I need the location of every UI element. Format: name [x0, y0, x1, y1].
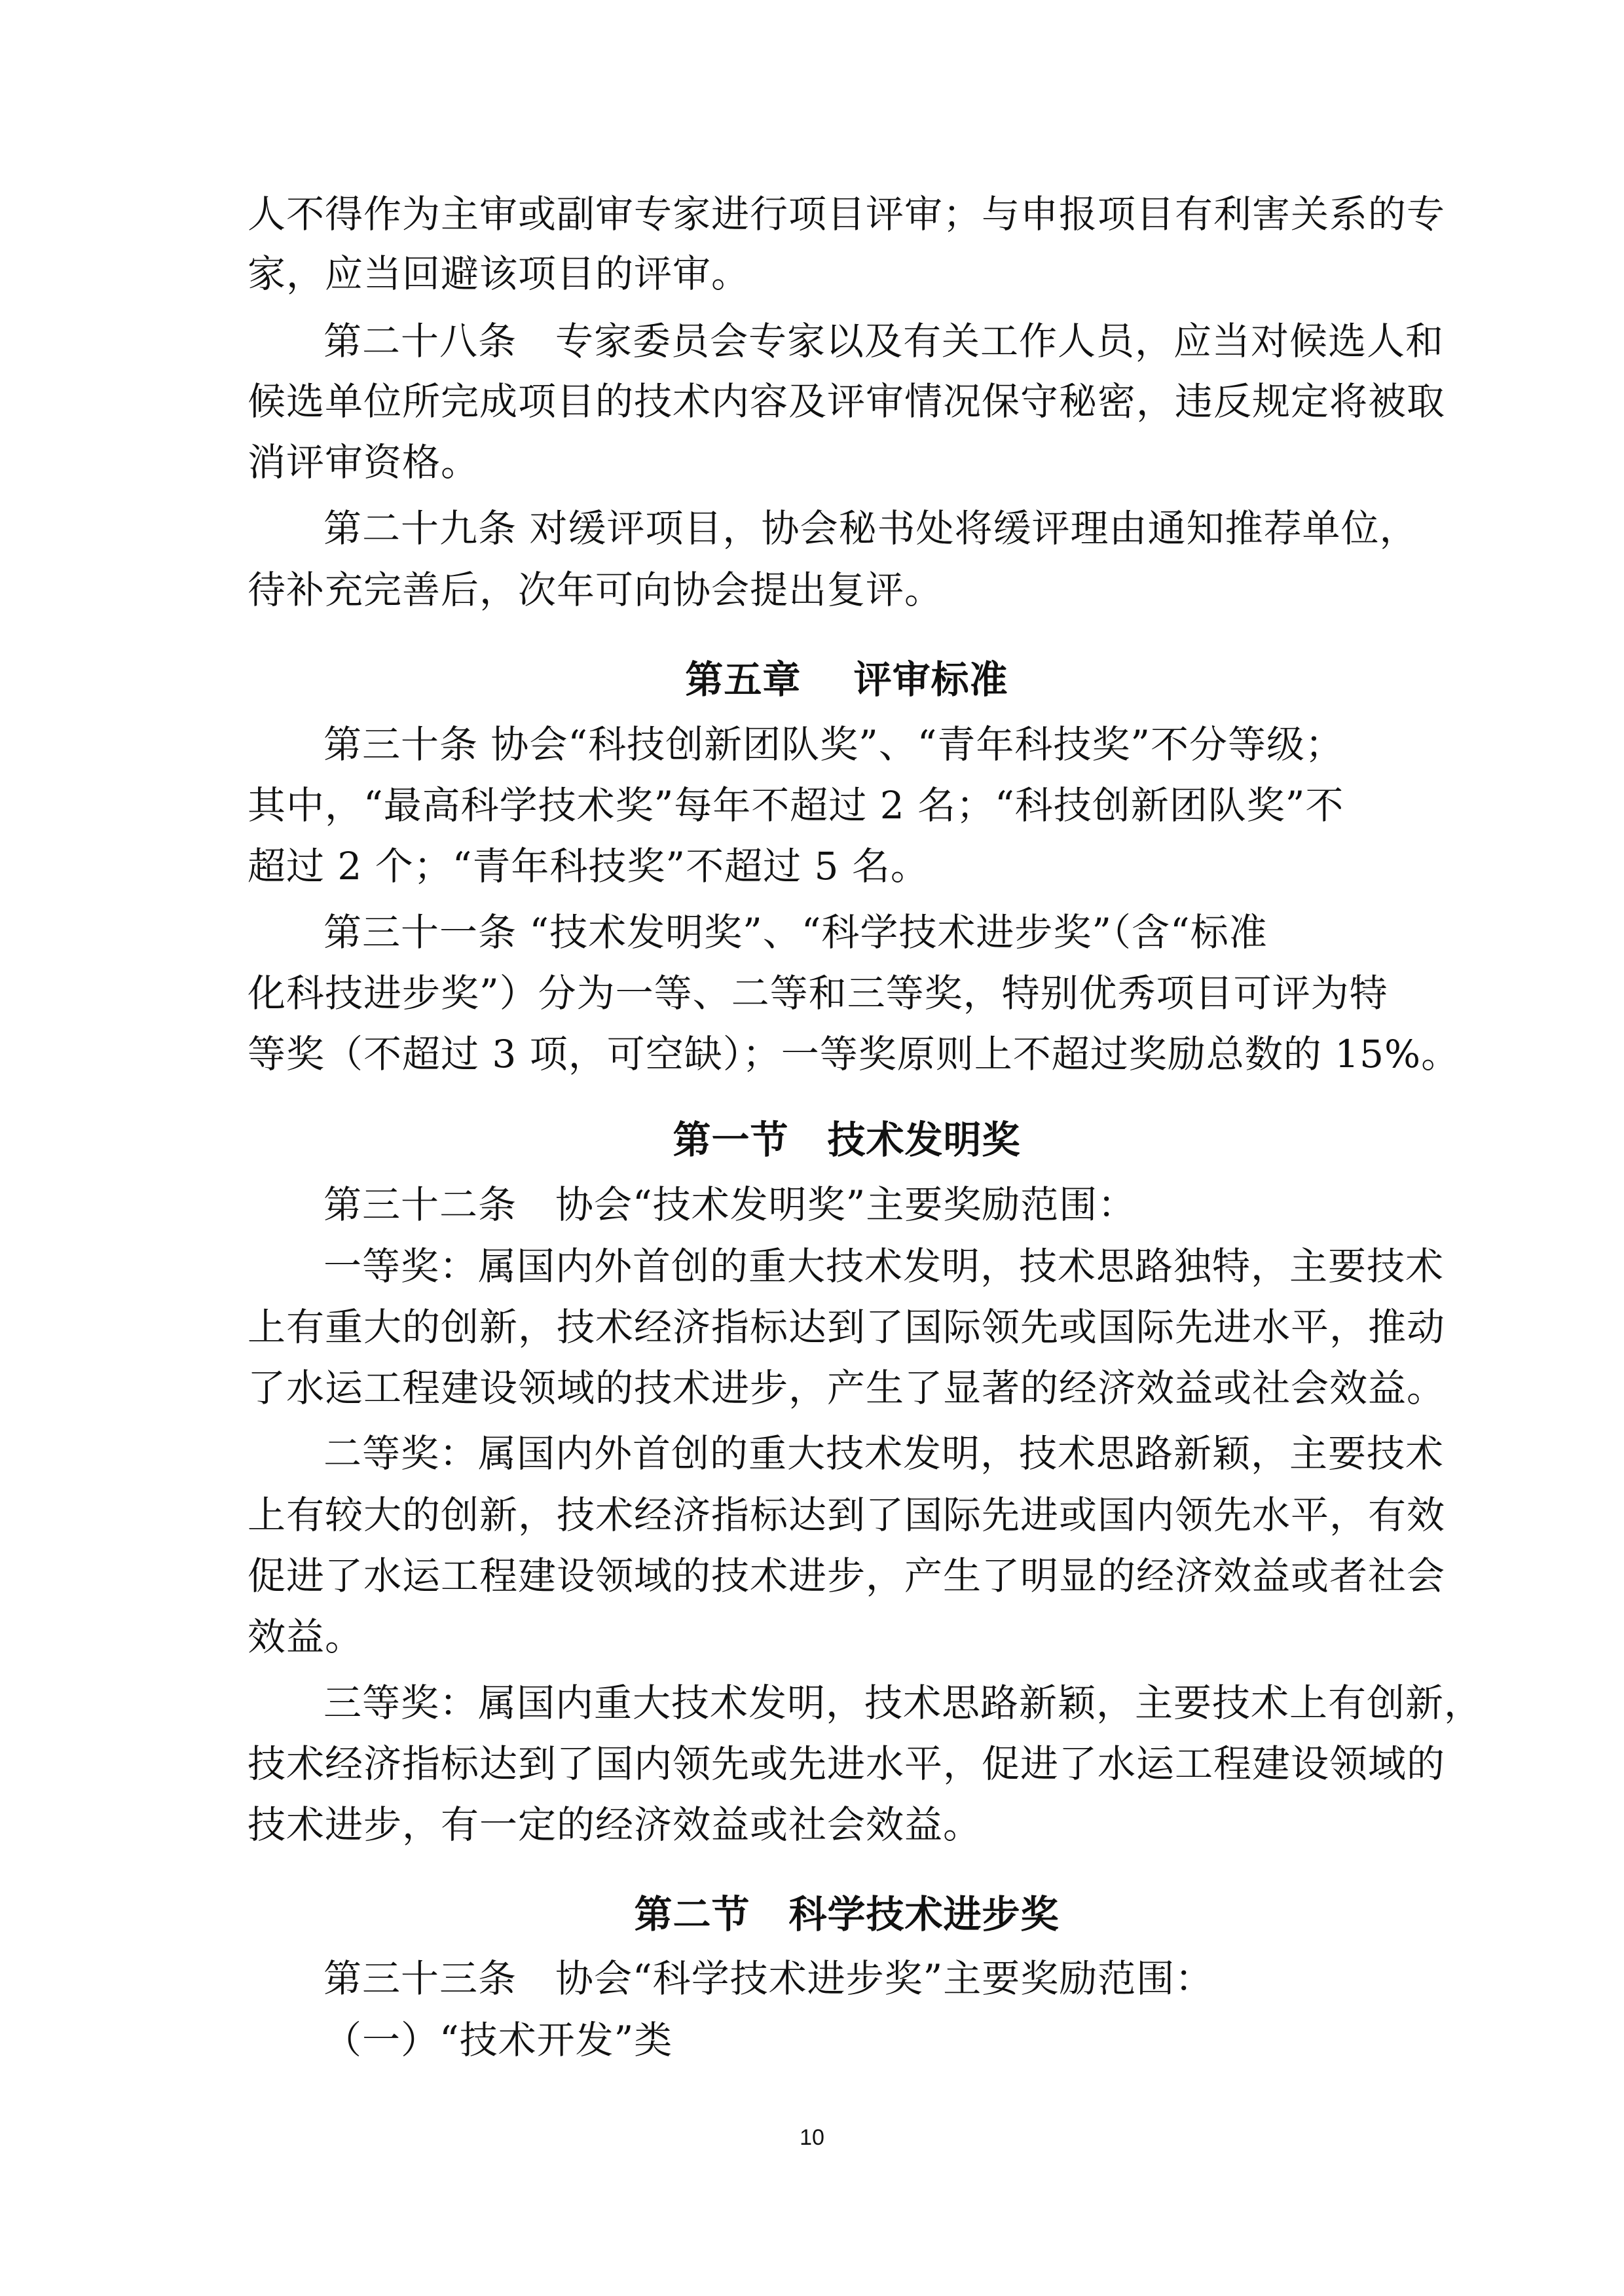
document-page: [248, 0, 1483, 2296]
page-number: 10: [800, 2125, 824, 2150]
chapter-heading: 第五章 评审标准: [685, 657, 1008, 702]
text-line: 效益。: [248, 1614, 364, 1659]
text-line: 促进了水运工程建设领域的技术进步，产生了明显的经济效益或者社会: [248, 1554, 1446, 1598]
text-line: 超过 2 个；“青年科技奖”不超过 5 名。: [248, 844, 929, 888]
text-line: 化科技进步奖”）分为一等、二等和三等奖，特别优秀项目可评为特: [248, 971, 1388, 1015]
section-heading: 第二节 科学技术进步奖: [634, 1892, 1060, 1937]
article-32: 第三十二条 协会“技术发明奖”主要奖励范围：: [323, 1182, 1137, 1227]
third-prize-line: 三等奖：属国内重大技术发明，技术思路新颖，主要技术上有创新，: [323, 1681, 1483, 1725]
category-line: （一）“技术开发”类: [323, 2018, 673, 2062]
text-line: 等奖（不超过 3 项，可空缺）；一等奖原则上不超过奖励总数的 15%。: [248, 1032, 1460, 1076]
text-line: 其中，“最高科学技术奖”每年不超过 2 名；“科技创新团队奖”不: [248, 783, 1344, 828]
text-line: 待补充完善后，次年可向协会提出复评。: [248, 568, 944, 612]
article-29: 第二十九条 对缓评项目，协会秘书处将缓评理由通知推荐单位，: [323, 506, 1418, 551]
text-line: 家，应当回避该项目的评审。: [248, 251, 750, 296]
first-prize-line: 一等奖：属国内外首创的重大技术发明，技术思路独特，主要技术: [323, 1244, 1445, 1288]
article-31: 第三十一条 “技术发明奖”、“科学技术进步奖”（含“标准: [323, 910, 1268, 955]
text-line: 上有重大的创新，技术经济指标达到了国际领先或国际先进水平，推动: [248, 1305, 1446, 1349]
article-30: 第三十条 协会“科技创新团队奖”、“青年科技奖”不分等级；: [323, 722, 1344, 767]
text-line: 技术经济指标达到了国内领先或先进水平，促进了水运工程建设领域的: [248, 1741, 1446, 1786]
second-prize-line: 二等奖：属国内外首创的重大技术发明，技术思路新颖，主要技术: [323, 1431, 1445, 1476]
text-line: 候选单位所完成项目的技术内容及评审情况保守秘密，违反规定将被取: [248, 379, 1446, 424]
article-33: 第三十三条 协会“科学技术进步奖”主要奖励范围：: [323, 1956, 1214, 2001]
text-line: 技术进步，有一定的经济效益或社会效益。: [248, 1802, 982, 1847]
article-28: 第二十八条 专家委员会专家以及有关工作人员，应当对候选人和: [323, 319, 1445, 363]
text-line: 了水运工程建设领域的技术进步，产生了显著的经济效益或社会效益。: [248, 1366, 1446, 1410]
section-heading: 第一节 技术发明奖: [673, 1118, 1021, 1162]
text-line: 人不得作为主审或副审专家进行项目评审；与申报项目有利害关系的专: [248, 192, 1446, 236]
text-line: 上有较大的创新，技术经济指标达到了国际先进或国内领先水平，有效: [248, 1493, 1446, 1537]
text-line: 消评审资格。: [248, 440, 480, 484]
